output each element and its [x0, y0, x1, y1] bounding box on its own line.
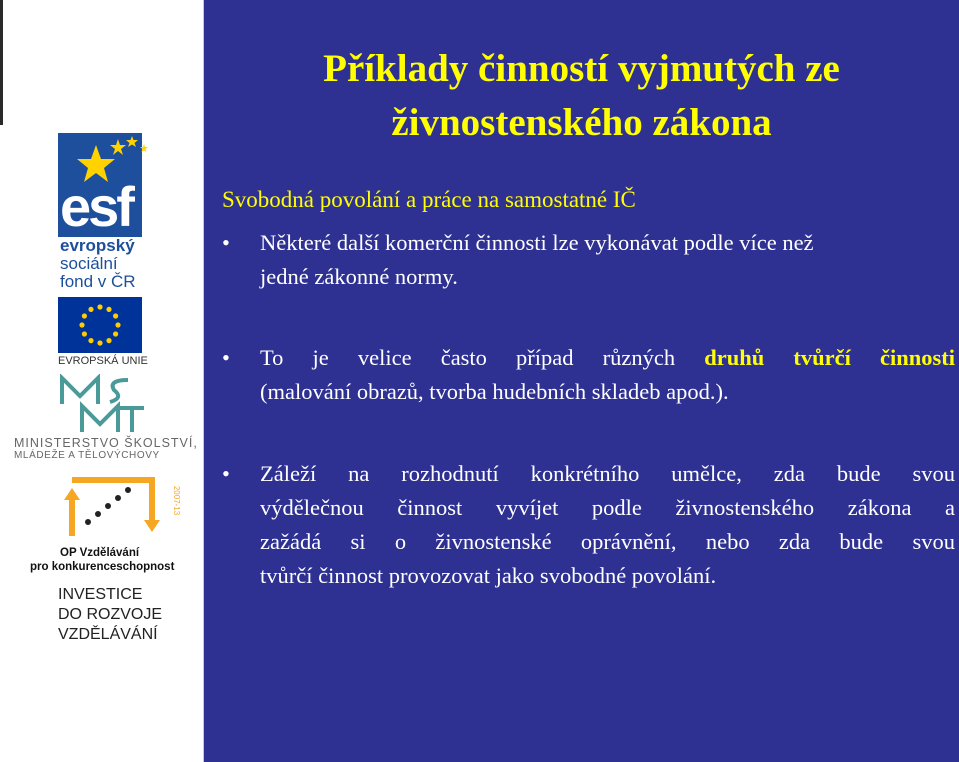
op-arrow-top [72, 480, 152, 524]
bullet-3-line-3: zažádá si o živnostenské oprávnění, nebo zda bude svou [260, 529, 955, 554]
investice-line-2: DO ROZVOJE [58, 606, 163, 623]
bullet-2-line-1 [260, 341, 955, 375]
op-dot [125, 487, 131, 493]
eu-flag-star [82, 331, 87, 336]
eu-flag-star [97, 304, 102, 309]
eu-flag-star [88, 338, 93, 343]
esf-star-small-2 [126, 136, 138, 147]
bullet-2-emphasis: druhů tvůrčí činnosti [704, 345, 955, 370]
esf-logo [58, 133, 168, 293]
esf-star-small-1 [110, 139, 126, 155]
bullet-item-3 [222, 457, 955, 593]
esf-line-1: evropský [60, 236, 135, 255]
eu-flag-star [106, 338, 111, 343]
bullet-1-line-1: Některé další komerční činnosti lze vykonávat podle více než [260, 230, 814, 255]
esf-line-3: fond v ČR [60, 272, 136, 291]
bullet-marker: • [222, 230, 230, 255]
eu-flag-star [113, 331, 118, 336]
investice-line-3: VZDĚLÁVÁNÍ [58, 626, 158, 643]
msmt-line-2: MLÁDEŽE A TĚLOVÝCHOVY [14, 450, 160, 461]
eu-logo [58, 297, 148, 369]
slide-title-line-2: živnostenského zákona [391, 101, 772, 144]
bullet-text [260, 226, 955, 294]
msmt-monogram-icon [58, 374, 148, 434]
op-dot [95, 511, 101, 517]
bullet-1-line-2: jedné zákonné normy. [260, 264, 458, 289]
bullet-3-line-2: výdělečnou činnost vyvíjet podle živnostenského zákona a [260, 495, 955, 520]
slide-content [204, 0, 959, 762]
msmt-letter-m-bottom [82, 406, 118, 432]
investice-line-1: INVESTICE [58, 586, 143, 603]
eu-flag-star [115, 322, 120, 327]
eu-flag-star [82, 313, 87, 318]
msmt-letter-m-top [62, 378, 98, 404]
esf-line-2: sociální [60, 254, 118, 273]
msmt-letter-s [110, 380, 128, 402]
eu-flag-star [97, 340, 102, 345]
eu-caption: EVROPSKÁ UNIE [58, 355, 148, 367]
bullet-marker: • [222, 461, 230, 486]
bullet-item-2 [222, 341, 955, 409]
bullet-3-line-4: tvůrčí činnost provozovat jako svobodné povolání. [260, 563, 717, 588]
op-dot [115, 495, 121, 501]
op-year-mark: 2007-13 [172, 485, 182, 516]
op-logo [30, 466, 202, 578]
bullet-item-1 [222, 226, 955, 294]
op-arrows-icon [58, 466, 168, 542]
op-dot [85, 519, 91, 525]
eu-flag-star [106, 307, 111, 312]
bullet-3-line-1: Záleží na rozhodnutí konkrétního umělce, zda bude svou [260, 461, 955, 486]
eu-flag-icon [58, 297, 142, 353]
slide-title-line-1: Příklady činností vyjmutých ze [323, 47, 840, 90]
bullet-2-line-2: (malování obrazů, tvorba hudebních skladeb apod.). [260, 379, 729, 404]
eu-flag-star [88, 307, 93, 312]
msmt-letter-t [120, 408, 144, 432]
logo-sidebar [0, 0, 204, 762]
bullet-2-line-1-start: To je velice často případ různých [260, 345, 705, 370]
op-dot [105, 503, 111, 509]
slide-subtitle: Svobodná povolání a práce na samostatné IČ [222, 187, 636, 212]
eu-flag-star [79, 322, 84, 327]
msmt-logo [14, 374, 200, 464]
bullet-text [260, 341, 955, 409]
eu-flag-star [113, 313, 118, 318]
bullet-marker: • [222, 345, 230, 370]
op-arrow-head-right [144, 520, 160, 532]
slide-title [224, 42, 939, 150]
esf-wordmark: esf [60, 175, 132, 238]
op-line-1: OP Vzdělávání [60, 547, 140, 559]
investice-logo [58, 585, 198, 649]
bullet-text [260, 457, 955, 593]
op-line-2: pro konkurenceschopnost [30, 561, 175, 573]
esf-star-small-3 [140, 144, 148, 152]
msmt-line-1: MINISTERSTVO ŠKOLSTVÍ, [14, 436, 198, 450]
op-arrow-head-up [64, 488, 80, 500]
sidebar-edge-bar [0, 0, 3, 125]
